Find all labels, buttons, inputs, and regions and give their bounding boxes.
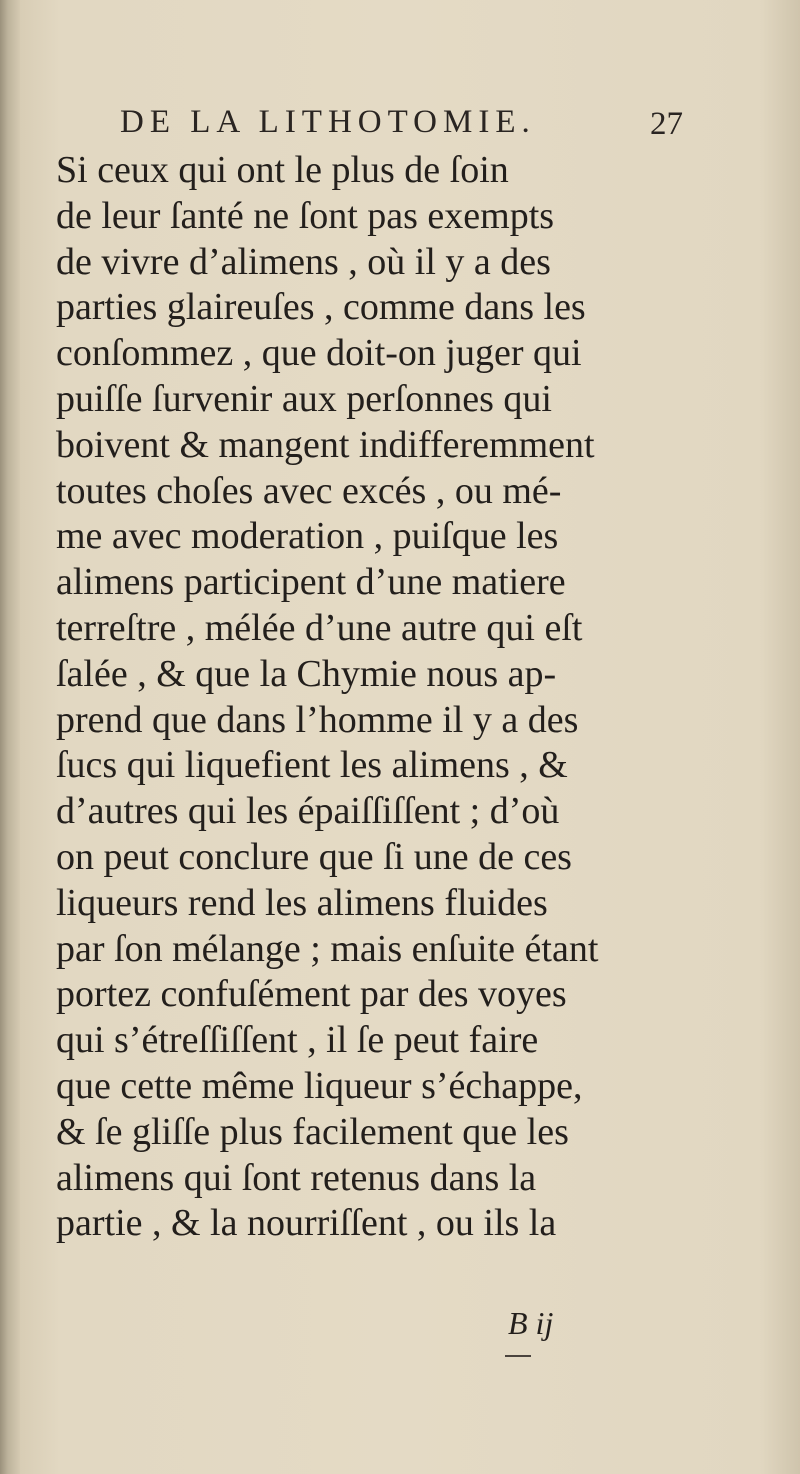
- text-line: toutes choſes avec excés , ou mé-: [56, 469, 562, 512]
- text-line: ſucs qui liquefient les alimens , &: [56, 744, 568, 787]
- text-line: parties glaireuſes , comme dans les: [56, 286, 586, 329]
- text-line: de leur ſanté ne ſont pas exempts: [56, 194, 555, 237]
- text-line: de vivre d’alimens , où il y a des: [56, 240, 551, 283]
- signature-underline: [505, 1355, 531, 1357]
- text-line: qui s’étreſſiſſent , il ſe peut faire: [56, 1019, 539, 1062]
- text-line: prend que dans l’homme il y a des: [56, 698, 579, 741]
- text-line: Si ceux qui ont le plus de ſoin: [56, 149, 509, 191]
- body-text: [56, 148, 756, 1247]
- text-line: d’autres qui les épaiſſiſſent ; d’où: [56, 790, 560, 833]
- text-line: alimens qui ſont retenus dans la: [56, 1156, 537, 1199]
- text-line: conſommez , que doit-on juger qui: [56, 332, 582, 375]
- text-line: puiſſe ſurvenir aux perſonnes qui: [56, 377, 552, 420]
- text-line: que cette même liqueur s’échappe,: [56, 1064, 583, 1107]
- text-line: terreſtre , mélée d’une autre qui eſt: [56, 606, 583, 649]
- signature-mark: B ij: [508, 1305, 554, 1341]
- text-line: liqueurs rend les alimens fluides: [56, 881, 548, 924]
- text-line: partie , & la nourriſſent , ou ils la: [56, 1202, 557, 1245]
- page-number: 27: [650, 106, 683, 142]
- running-header: [120, 104, 800, 148]
- text-line: ſalée , & que la Chymie nous ap-: [56, 652, 557, 695]
- text-line: boivent & mangent indifferemment: [56, 423, 595, 466]
- text-line: me avec moderation , puiſque les: [56, 515, 559, 558]
- running-title: DE LA LITHOTOMIE.: [120, 104, 536, 140]
- text-line: par ſon mélange ; mais enſuite étant: [56, 927, 599, 970]
- text-line: portez confuſément par des voyes: [56, 973, 567, 1016]
- text-line: on peut conclure que ſi une de ces: [56, 835, 572, 878]
- text-line: alimens participent d’une matiere: [56, 561, 566, 604]
- text-line: & ſe gliſſe plus facilement que les: [56, 1110, 569, 1153]
- book-spine-shadow: [0, 0, 20, 1474]
